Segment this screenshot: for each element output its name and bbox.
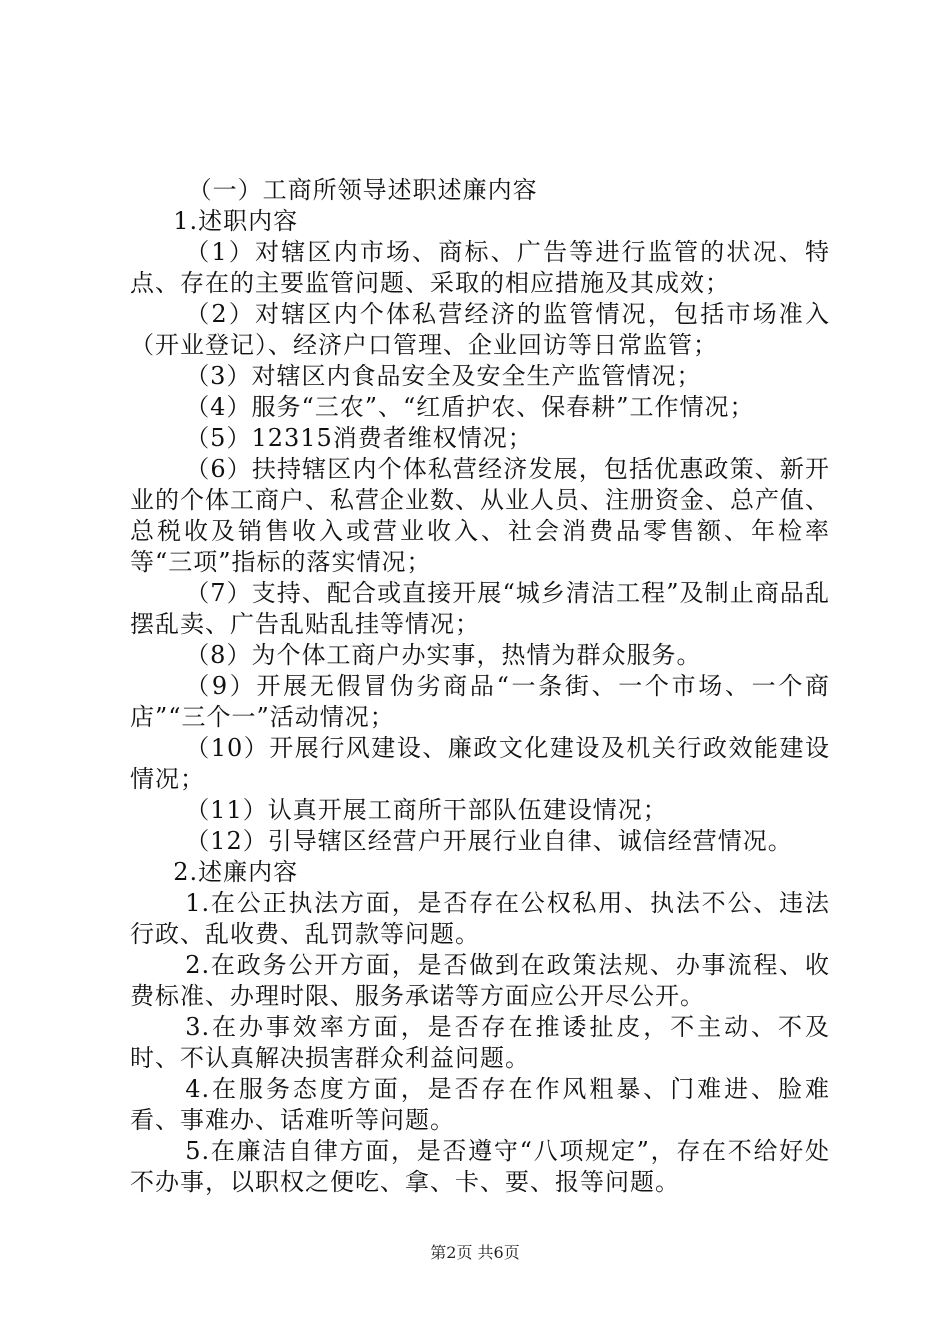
list-item: 2.在政务公开方面，是否做到在政策法规、办事流程、收费标准、办理时限、服务承诺等方面应公开尽公开。 <box>130 951 830 1010</box>
list-item: 1.在公正执法方面，是否存在公权私用、执法不公、违法行政、乱收费、乱罚款等问题。 <box>130 889 830 948</box>
list-item: （5）12315消费者维权情况； <box>185 424 533 452</box>
subsection-heading: 2.述廉内容 <box>173 858 299 886</box>
list-item: 4.在服务态度方面，是否存在作风粗暴、门难进、脸难看、事难办、话难听等问题。 <box>130 1075 830 1134</box>
list-item: （9）开展无假冒伪劣商品“一条街、一个市场、一个商店”“三个一”活动情况； <box>130 672 830 731</box>
list-item: （3）对辖区内食品安全及安全生产监管情况； <box>185 362 702 390</box>
page-number-footer: 第2页 共6页 <box>430 1243 520 1262</box>
list-item: 5.在廉洁自律方面，是否遵守“八项规定”，存在不给好处不办事，以职权之便吃、拿、卡、要、报等问题。 <box>130 1137 830 1196</box>
list-item: （6）扶持辖区内个体私营经济发展，包括优惠政策、新开业的个体工商户、私营企业数、从业人员、注册资金、总产值、总税收及销售收入或营业收入、社会消费品零售额、年检率等“三项”指标的落实情况； <box>130 455 830 576</box>
list-item: （11）认真开展工商所干部队伍建设情况； <box>185 796 668 824</box>
list-item: 3.在办事效率方面，是否存在推诿扯皮，不主动、不及时、不认真解决损害群众利益问题。 <box>130 1013 830 1072</box>
list-item: （7）支持、配合或直接开展“城乡清洁工程”及制止商品乱摆乱卖、广告乱贴乱挂等情况； <box>130 579 830 638</box>
list-item: （10）开展行风建设、廉政文化建设及机关行政效能建设情况； <box>130 734 830 793</box>
subsection-heading: 1.述职内容 <box>173 207 299 235</box>
list-item: （12）引导辖区经营户开展行业自律、诚信经营情况。 <box>185 827 793 855</box>
document-body <box>130 175 830 1198</box>
list-item: （4）服务“三农”、“红盾护农、保春耕”工作情况； <box>185 393 755 421</box>
section-heading: （一）工商所领导述职述廉内容 <box>187 176 538 204</box>
list-item: （8）为个体工商户办实事，热情为群众服务。 <box>185 641 702 669</box>
list-item: （2）对辖区内个体私营经济的监管情况，包括市场准入（开业登记）、经济户口管理、企业回访等日常监管； <box>130 300 830 359</box>
list-item: （1）对辖区内市场、商标、广告等进行监管的状况、特点、存在的主要监管问题、采取的相应措施及其成效； <box>130 238 830 297</box>
